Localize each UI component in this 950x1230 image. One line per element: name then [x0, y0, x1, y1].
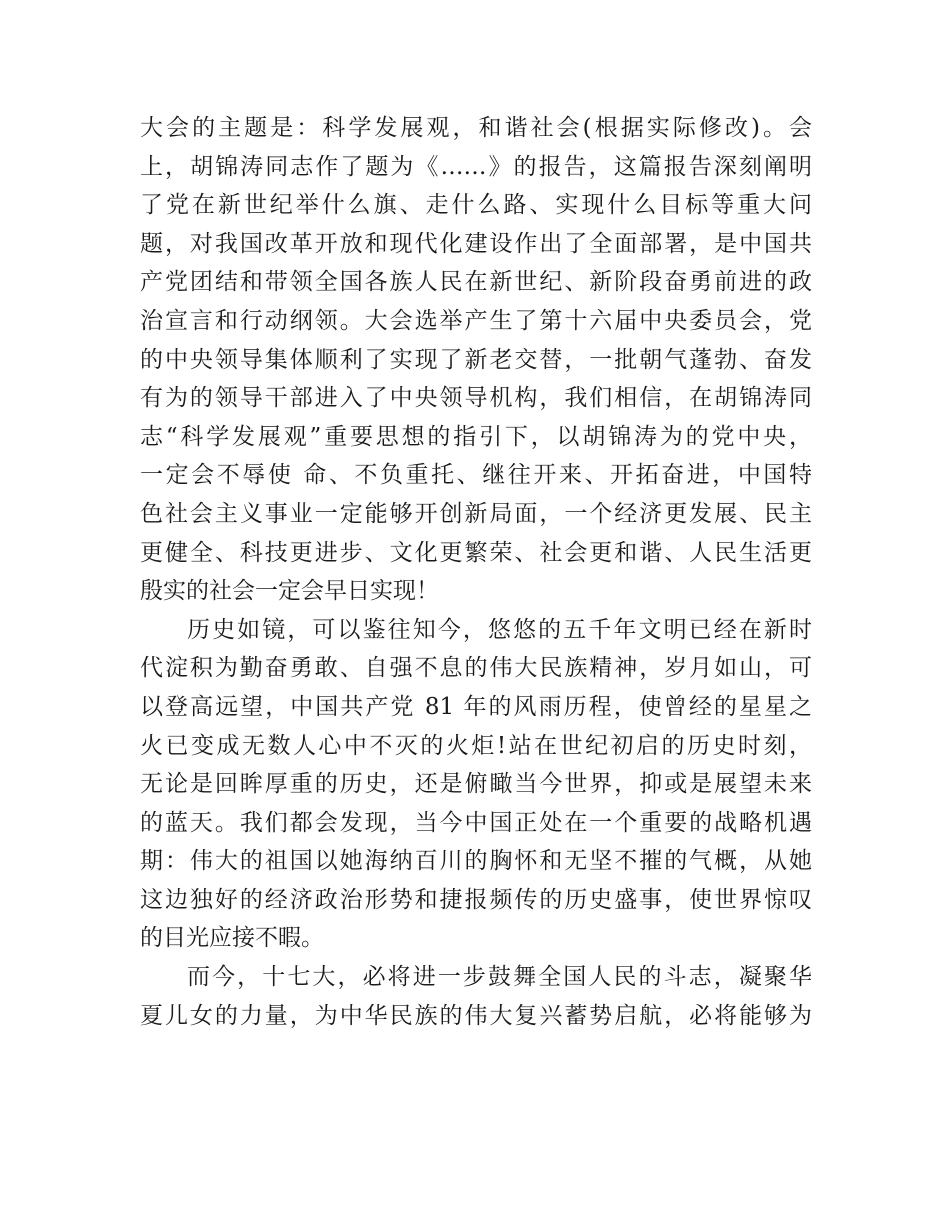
document-body: [140, 109, 812, 1035]
text-line: 夏儿女的力量，为中华民族的伟大复兴蓄势启航，必将能够为: [140, 1002, 812, 1029]
text-line: 上，胡锦涛同志作了题为《……》的报告，这篇报告深刻阐明: [140, 153, 812, 180]
text-line: 的目光应接不暇。: [140, 925, 324, 952]
text-line: 大会的主题是：科学发展观，和谐社会(根据实际修改)。会: [140, 115, 812, 141]
text-line: 志“科学发展观”重要思想的指引下，以胡锦涛为的党中央，: [140, 423, 812, 450]
text-line: 以登高远望，中国共产党 81 年的风雨历程，使曾经的星星之: [140, 693, 812, 720]
text-line: 色社会主义事业一定能够开创新局面，一个经济更发展、民主: [140, 500, 812, 527]
text-line: 的中央领导集体顺利了实现了新老交替，一批朝气蓬勃、奋发: [140, 346, 812, 373]
text-line: 这边独好的经济政治形势和捷报频传的历史盛事，使世界惊叹: [140, 886, 812, 913]
text-line: 的蓝天。我们都会发现，当今中国正处在一个重要的战略机遇: [140, 809, 812, 836]
paragraph-1: [140, 109, 812, 611]
paragraph-3: [140, 958, 812, 1035]
text-line: 更健全、科技更进步、文化更繁荣、社会更和谐、人民生活更: [140, 539, 812, 566]
text-line: 题，对我国改革开放和现代化建设作出了全面部署，是中国共: [140, 230, 812, 257]
text-line: 产党团结和带领全国各族人民在新世纪、新阶段奋勇前进的政: [140, 269, 812, 296]
text-line: 有为的领导干部进入了中央领导机构，我们相信，在胡锦涛同: [140, 385, 812, 412]
paragraph-2: [140, 611, 812, 958]
text-line: 无论是回眸厚重的历史，还是俯瞰当今世界，抑或是展望未来: [140, 771, 812, 798]
text-line: 火已变成无数人心中不灭的火炬!站在世纪初启的历史时刻，: [140, 732, 812, 759]
text-line: 期：伟大的祖国以她海纳百川的胸怀和无坚不摧的气概，从她: [140, 848, 812, 875]
text-line: 历史如镜，可以鉴往知今，悠悠的五千年文明已经在新时: [187, 616, 812, 643]
text-line: 了党在新世纪举什么旗、走什么路、实现什么目标等重大问: [140, 192, 812, 219]
text-line: 代淀积为勤奋勇敢、自强不息的伟大民族精神，岁月如山，可: [140, 655, 812, 682]
text-line: 一定会不辱使 命、不负重托、继往开来、开拓奋进，中国特: [140, 462, 812, 489]
text-line: 殷实的社会一定会早日实现！: [140, 578, 439, 605]
text-line: 治宣言和行动纲领。大会选举产生了第十六届中央委员会，党: [140, 307, 812, 334]
text-line: 而今，十七大，必将进一步鼓舞全国人民的斗志，凝聚华: [187, 964, 812, 991]
